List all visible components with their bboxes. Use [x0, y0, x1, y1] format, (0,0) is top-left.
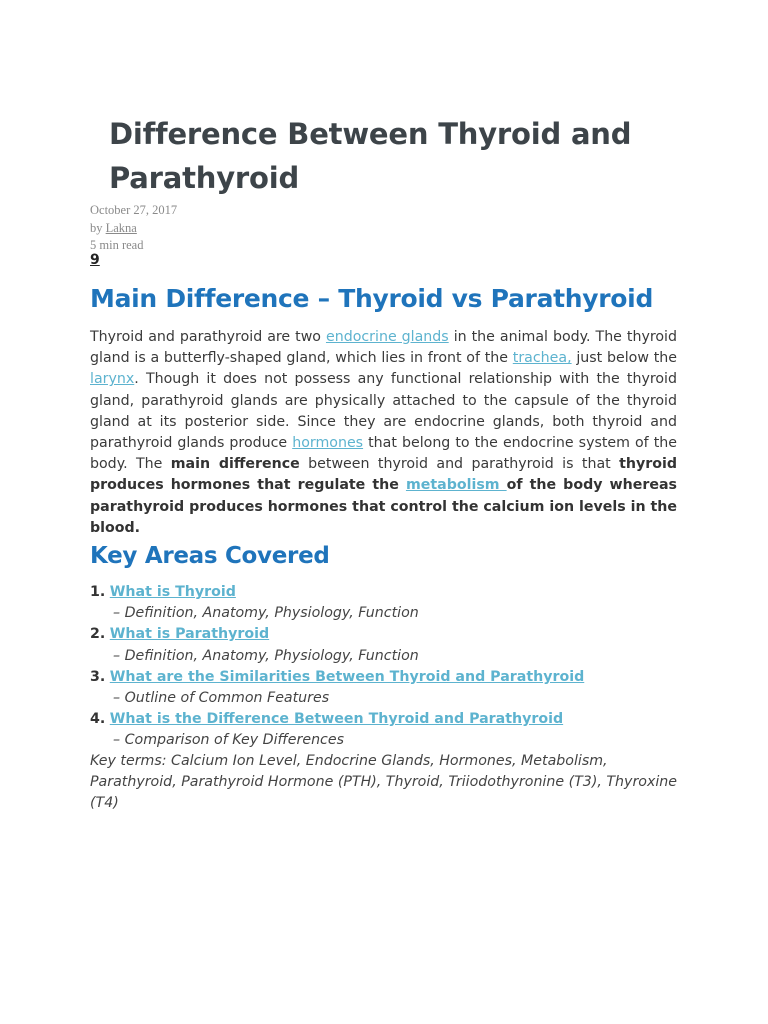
article-title: Difference Between Thyroid and Parathyroid [109, 117, 632, 195]
list-number: 4. [90, 711, 106, 728]
toc-link-what-is-thyroid[interactable]: What is Thyroid [109, 584, 236, 600]
intro-text: in the animal body. The thyroid gland is a butterfly-shaped gland, which lies in front of the [90, 329, 678, 367]
toc-subtext: – Definition, Anatomy, Physiology, Function [113, 647, 419, 664]
intro-paragraph [90, 327, 677, 539]
key-terms: Key terms: Calcium Ion Level, Endocrine Glands, Hormones, Metabolism, Parathyroid, Parathyroid Hormone (PTH), Thyroid, Triiodothyronine (T3), Thyroxine (T4) [90, 753, 678, 812]
intro-text: just below the [571, 350, 677, 367]
article-meta [90, 202, 177, 255]
intro-text: that belong to the endocrine system of the body. The [90, 435, 677, 473]
comment-count-link[interactable]: 9 [90, 252, 100, 268]
key-statement-bold: thyroid produces hormones that regulate the [90, 456, 677, 494]
toc-link-what-is-parathyroid[interactable]: What is Parathyroid [109, 626, 270, 643]
key-areas-heading: Key Areas Covered [90, 543, 330, 569]
list-number: 3. [90, 668, 106, 685]
key-statement-bold: of the body whereas parathyroid produces hormones that control the calcium ion levels in the blood. [90, 477, 677, 536]
read-time: 5 min read [90, 238, 144, 252]
list-item [90, 667, 710, 709]
key-areas-list [90, 582, 710, 752]
intro-text: between thyroid and parathyroid is that [299, 456, 620, 473]
list-number: 2. [90, 626, 106, 643]
metabolism-link[interactable]: metabolism [405, 477, 507, 494]
toc-link-difference[interactable]: What is the Difference Between Thyroid and Parathyroid [109, 711, 564, 728]
list-number: 1. [90, 584, 106, 600]
list-item [90, 709, 710, 751]
hormones-link[interactable]: hormones [292, 435, 364, 452]
toc-subtext: – Comparison of Key Differences [113, 732, 344, 749]
endocrine-glands-link[interactable]: endocrine glands [325, 329, 449, 345]
list-item [90, 624, 710, 666]
intro-text: . Though it does not possess any functional relationship with the thyroid gland, parathyroid glands are physically attached to the capsule of the thyroid gland at its posterior side. Since they are endocrine glands, both thyroid and parathyroid glands produce [90, 371, 677, 452]
list-item [90, 582, 710, 624]
author-line [90, 220, 177, 238]
publish-date: October 27, 2017 [90, 203, 178, 217]
main-difference-heading: Main Difference – Thyroid vs Parathyroid [90, 284, 654, 313]
toc-link-similarities[interactable]: What are the Similarities Between Thyroid and Parathyroid [109, 668, 585, 685]
larynx-link[interactable]: larynx [90, 371, 135, 388]
trachea-link[interactable]: trachea, [512, 350, 572, 367]
intro-text: Thyroid and parathyroid are two [90, 329, 326, 345]
author-prefix: by [90, 220, 106, 235]
toc-subtext: – Outline of Common Features [113, 690, 330, 707]
main-difference-bold: main difference [170, 456, 300, 473]
toc-subtext: – Definition, Anatomy, Physiology, Function [113, 605, 419, 622]
author-link[interactable]: Lakna [105, 220, 137, 235]
